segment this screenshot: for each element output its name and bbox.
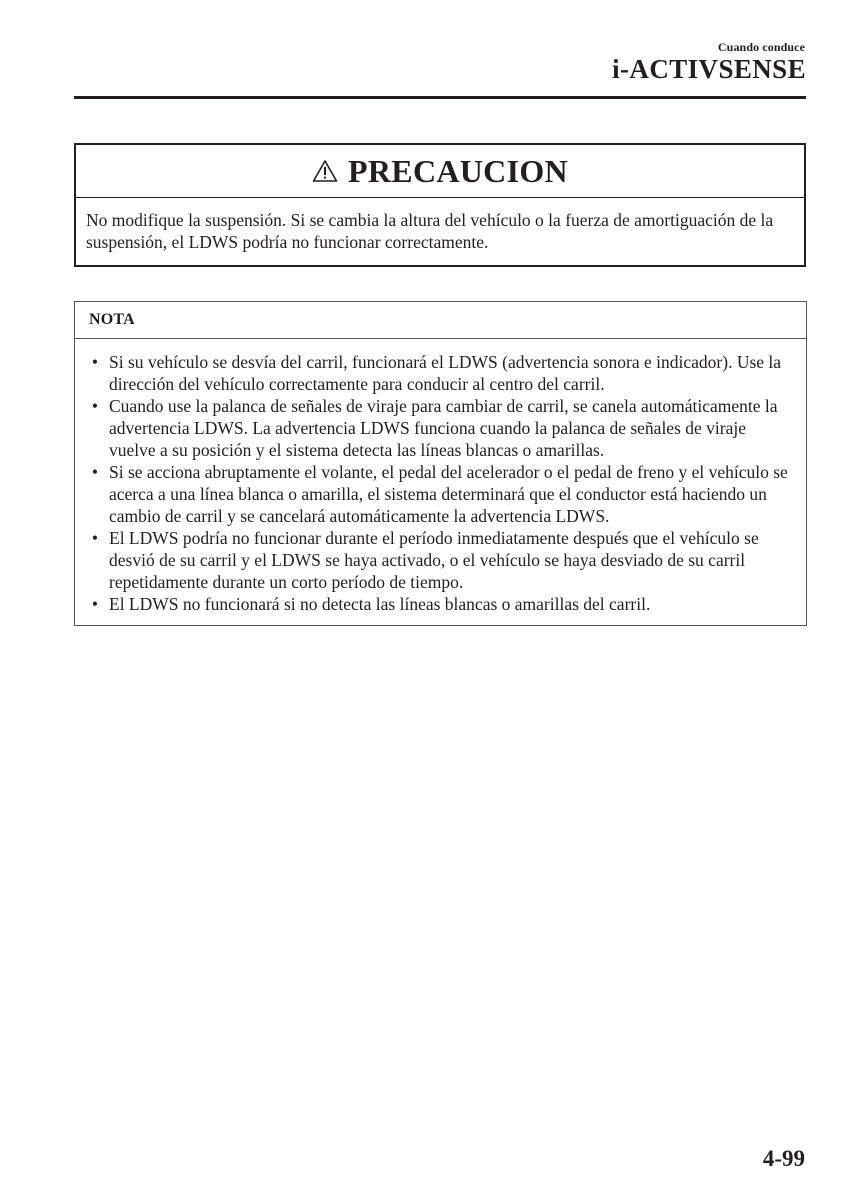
note-item — [89, 395, 796, 461]
caution-title: PRECAUCION — [348, 152, 568, 189]
caution-text: No modifique la suspensión. Si se cambia la altura del vehículo o la fuerza de amortiguación de la suspensión, el LDWS podría no funcionar correctamente. — [86, 210, 774, 252]
warning-triangle-icon — [312, 159, 338, 183]
note-box — [74, 301, 807, 626]
note-item — [89, 593, 796, 615]
bullet-icon: • — [91, 352, 99, 372]
note-item-text: El LDWS no funcionará si no detecta las líneas blancas o amarillas del carril. — [109, 594, 651, 614]
bullet-icon: • — [91, 462, 99, 482]
note-item — [89, 351, 796, 395]
bullet-icon: • — [91, 594, 99, 614]
note-item-text: El LDWS podría no funcionar durante el período inmediatamente después que el vehículo se desvió de su carril y el LDWS se haya activado, o el vehículo se haya desviado de su carril repetidamente durante un corto período de tiempo. — [109, 528, 759, 592]
note-item — [89, 527, 796, 593]
chapter-title: i-ACTIVSENSE — [612, 54, 806, 84]
caution-box — [74, 143, 806, 267]
note-item-text: Si se acciona abruptamente el volante, el pedal del acelerador o el pedal de freno y el vehículo se acerca a una línea blanca o amarilla, el sistema determinará que el conductor está haciendo un cambio de carril y se cancelará automáticamente la advertencia LDWS. — [109, 462, 788, 526]
note-title: NOTA — [75, 302, 806, 339]
note-list — [75, 339, 806, 625]
bullet-icon: • — [91, 528, 99, 548]
note-item-text: Si su vehículo se desvía del carril, funcionará el LDWS (advertencia sonora e indicador). Use la dirección del vehículo correctamente para conducir al centro del carril. — [109, 352, 782, 394]
page-number: 4-99 — [762, 1146, 805, 1171]
note-item-text: Cuando use la palanca de señales de viraje para cambiar de carril, se canela automáticamente la advertencia LDWS. La advertencia LDWS funciona cuando la palanca de señales de viraje vuelve a su posición y el sistema detecta las líneas blancas o amarillas. — [109, 396, 778, 460]
bullet-icon: • — [91, 396, 99, 416]
caution-header — [76, 145, 804, 198]
section-label: Cuando conduce — [717, 40, 805, 54]
header-rule — [74, 96, 806, 99]
note-item — [89, 461, 796, 527]
